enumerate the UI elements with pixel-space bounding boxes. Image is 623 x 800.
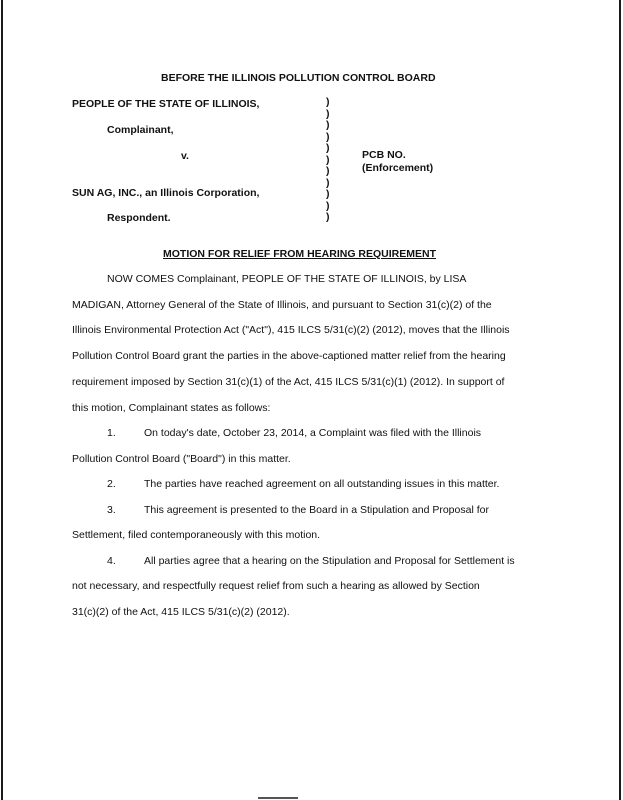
scan-edge-left — [1, 0, 3, 800]
item-number: 2. — [107, 478, 116, 490]
item-line: not necessary, and respectfully request relief from such a hearing as allowed by Section — [72, 580, 480, 592]
caption-role-respondent: Respondent. — [107, 212, 171, 224]
caption-versus: v. — [181, 150, 189, 162]
case-number-label: PCB NO. — [362, 149, 406, 161]
scan-edge-right — [619, 0, 621, 800]
intro-line: this motion, Complainant states as follows: — [72, 402, 271, 414]
item-number: 3. — [107, 504, 116, 516]
intro-line: requirement imposed by Section 31(c)(1) of the Act, 415 ILCS 5/31(c)(1) (2012). In support of — [72, 376, 505, 388]
item-line: This agreement is presented to the Board in a Stipulation and Proposal for — [144, 504, 489, 516]
intro-line: NOW COMES Complainant, PEOPLE OF THE STATE OF ILLINOIS, by LISA — [107, 273, 467, 285]
caption-brace-column: ) ) ) ) ) ) ) ) ) ) ) — [326, 96, 330, 223]
item-number: 4. — [107, 555, 116, 567]
item-line: 31(c)(2) of the Act, 415 ILCS 5/31(c)(2) (2012). — [72, 606, 290, 618]
case-type-label: (Enforcement) — [362, 162, 434, 174]
item-line: All parties agree that a hearing on the Stipulation and Proposal for Settlement is — [144, 555, 515, 567]
caption-role-complainant: Complainant, — [107, 124, 174, 136]
board-heading: BEFORE THE ILLINOIS POLLUTION CONTROL BOARD — [161, 72, 436, 84]
motion-title: MOTION FOR RELIEF FROM HEARING REQUIREMENT — [163, 248, 436, 260]
intro-line: Pollution Control Board grant the parties in the above-captioned matter relief from the hearing — [72, 350, 506, 362]
item-line: On today's date, October 23, 2014, a Complaint was filed with the Illinois — [144, 427, 482, 439]
item-line: The parties have reached agreement on all outstanding issues in this matter. — [144, 478, 500, 490]
page-footer-mark — [258, 797, 298, 799]
caption-party-respondent: SUN AG, INC., an Illinois Corporation, — [72, 187, 260, 199]
intro-line: MADIGAN, Attorney General of the State of Illinois, and pursuant to Section 31(c)(2) of the — [72, 299, 492, 311]
item-number: 1. — [107, 427, 116, 439]
caption-party-complainant: PEOPLE OF THE STATE OF ILLINOIS, — [72, 98, 260, 110]
item-line: Settlement, filed contemporaneously with this motion. — [72, 529, 321, 541]
item-line: Pollution Control Board ("Board") in this matter. — [72, 453, 291, 465]
intro-line: Illinois Environmental Protection Act ("Act"), 415 ILCS 5/31(c)(2) (2012), moves that the Illinois — [72, 324, 510, 336]
